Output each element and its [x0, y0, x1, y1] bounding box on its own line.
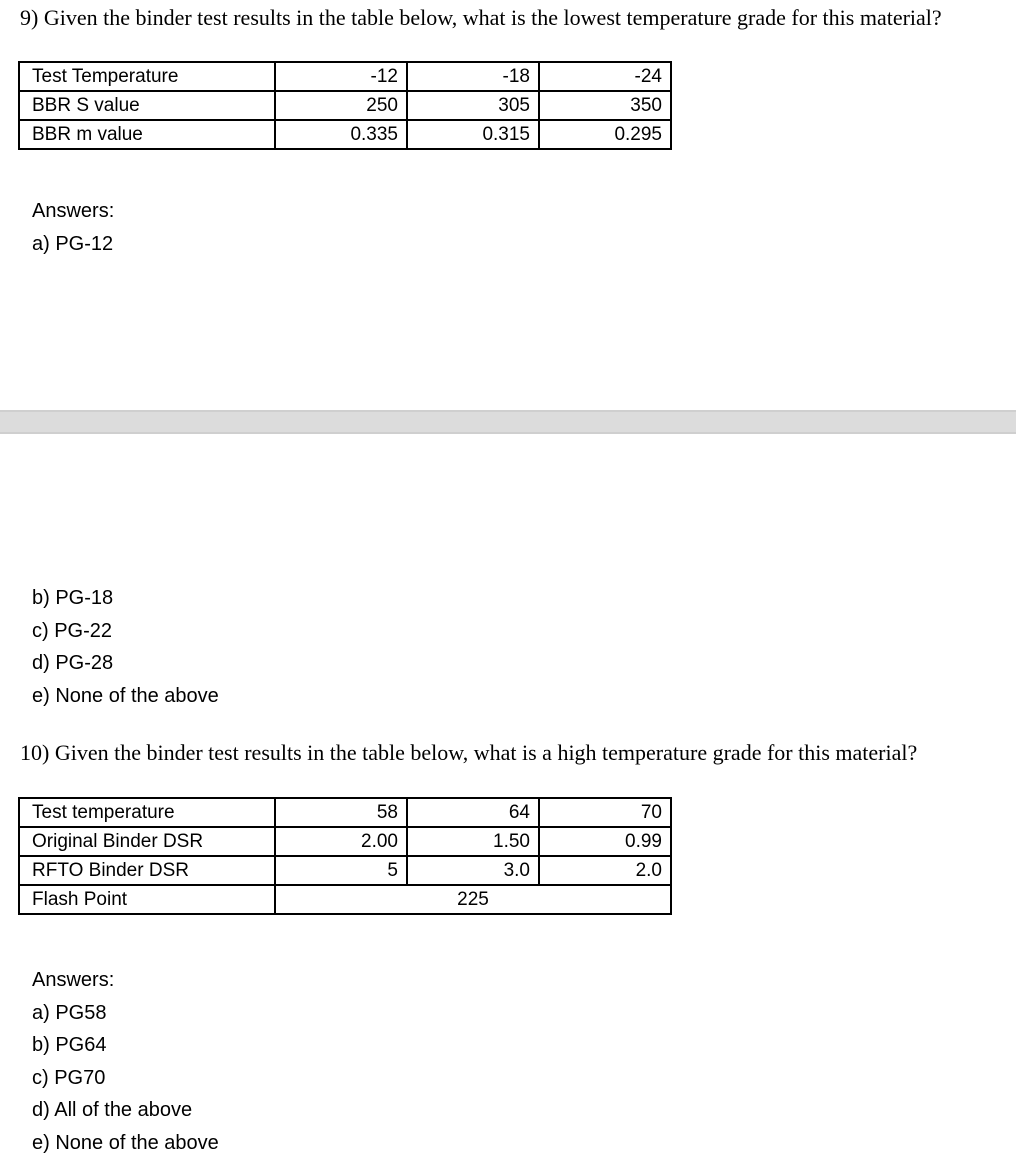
- answer-option: d) All of the above: [32, 1094, 219, 1127]
- table-cell: 64: [407, 798, 539, 827]
- table-cell: 0.335: [275, 120, 407, 149]
- answer-option: b) PG64: [32, 1029, 219, 1062]
- table-cell: 305: [407, 91, 539, 120]
- table-cell: 2.0: [539, 856, 671, 885]
- table-cell: -12: [275, 62, 407, 91]
- table-cell: 0.315: [407, 120, 539, 149]
- answer-option: a) PG58: [32, 997, 219, 1030]
- question-9-title: 9) Given the binder test results in the table below, what is the lowest temperature grade for this material?: [20, 4, 980, 31]
- table-cell: 70: [539, 798, 671, 827]
- page-break-divider: [0, 410, 1016, 434]
- table-cell: 5: [275, 856, 407, 885]
- row-label: Original Binder DSR: [19, 827, 275, 856]
- table-cell: 250: [275, 91, 407, 120]
- table-row: [19, 856, 671, 885]
- table-row: [19, 798, 671, 827]
- question-10-title: 10) Given the binder test results in the table below, what is a high temperature grade for this material?: [20, 739, 980, 766]
- answers-heading: Answers:: [32, 195, 114, 228]
- answer-option: e) None of the above: [32, 1127, 219, 1159]
- flash-point-value: 225: [275, 885, 671, 914]
- row-label: RFTO Binder DSR: [19, 856, 275, 885]
- row-label: Test temperature: [19, 798, 275, 827]
- table-row: [19, 91, 671, 120]
- answer-option: b) PG-18: [32, 582, 219, 615]
- table-cell: 0.99: [539, 827, 671, 856]
- table-row: [19, 62, 671, 91]
- answer-option: d) PG-28: [32, 647, 219, 680]
- table-cell: 3.0: [407, 856, 539, 885]
- question-9-answers-part-1: [32, 195, 114, 260]
- answer-option: c) PG70: [32, 1062, 219, 1095]
- table-row: [19, 885, 671, 914]
- table-cell: 2.00: [275, 827, 407, 856]
- answer-option: e) None of the above: [32, 680, 219, 713]
- answer-option: c) PG-22: [32, 615, 219, 648]
- table-cell: -24: [539, 62, 671, 91]
- table-cell: -18: [407, 62, 539, 91]
- row-label: BBR m value: [19, 120, 275, 149]
- question-10-table: [18, 797, 672, 915]
- row-label: Test Temperature: [19, 62, 275, 91]
- question-10-answers: [32, 964, 219, 1159]
- row-label: Flash Point: [19, 885, 275, 914]
- answer-option: a) PG-12: [32, 228, 114, 261]
- question-9-table: [18, 61, 672, 150]
- table-cell: 58: [275, 798, 407, 827]
- table-row: [19, 827, 671, 856]
- table-cell: 350: [539, 91, 671, 120]
- table-cell: 1.50: [407, 827, 539, 856]
- table-row: [19, 120, 671, 149]
- answers-heading: Answers:: [32, 964, 219, 997]
- question-9-answers-part-2: [32, 582, 219, 712]
- table-cell: 0.295: [539, 120, 671, 149]
- row-label: BBR S value: [19, 91, 275, 120]
